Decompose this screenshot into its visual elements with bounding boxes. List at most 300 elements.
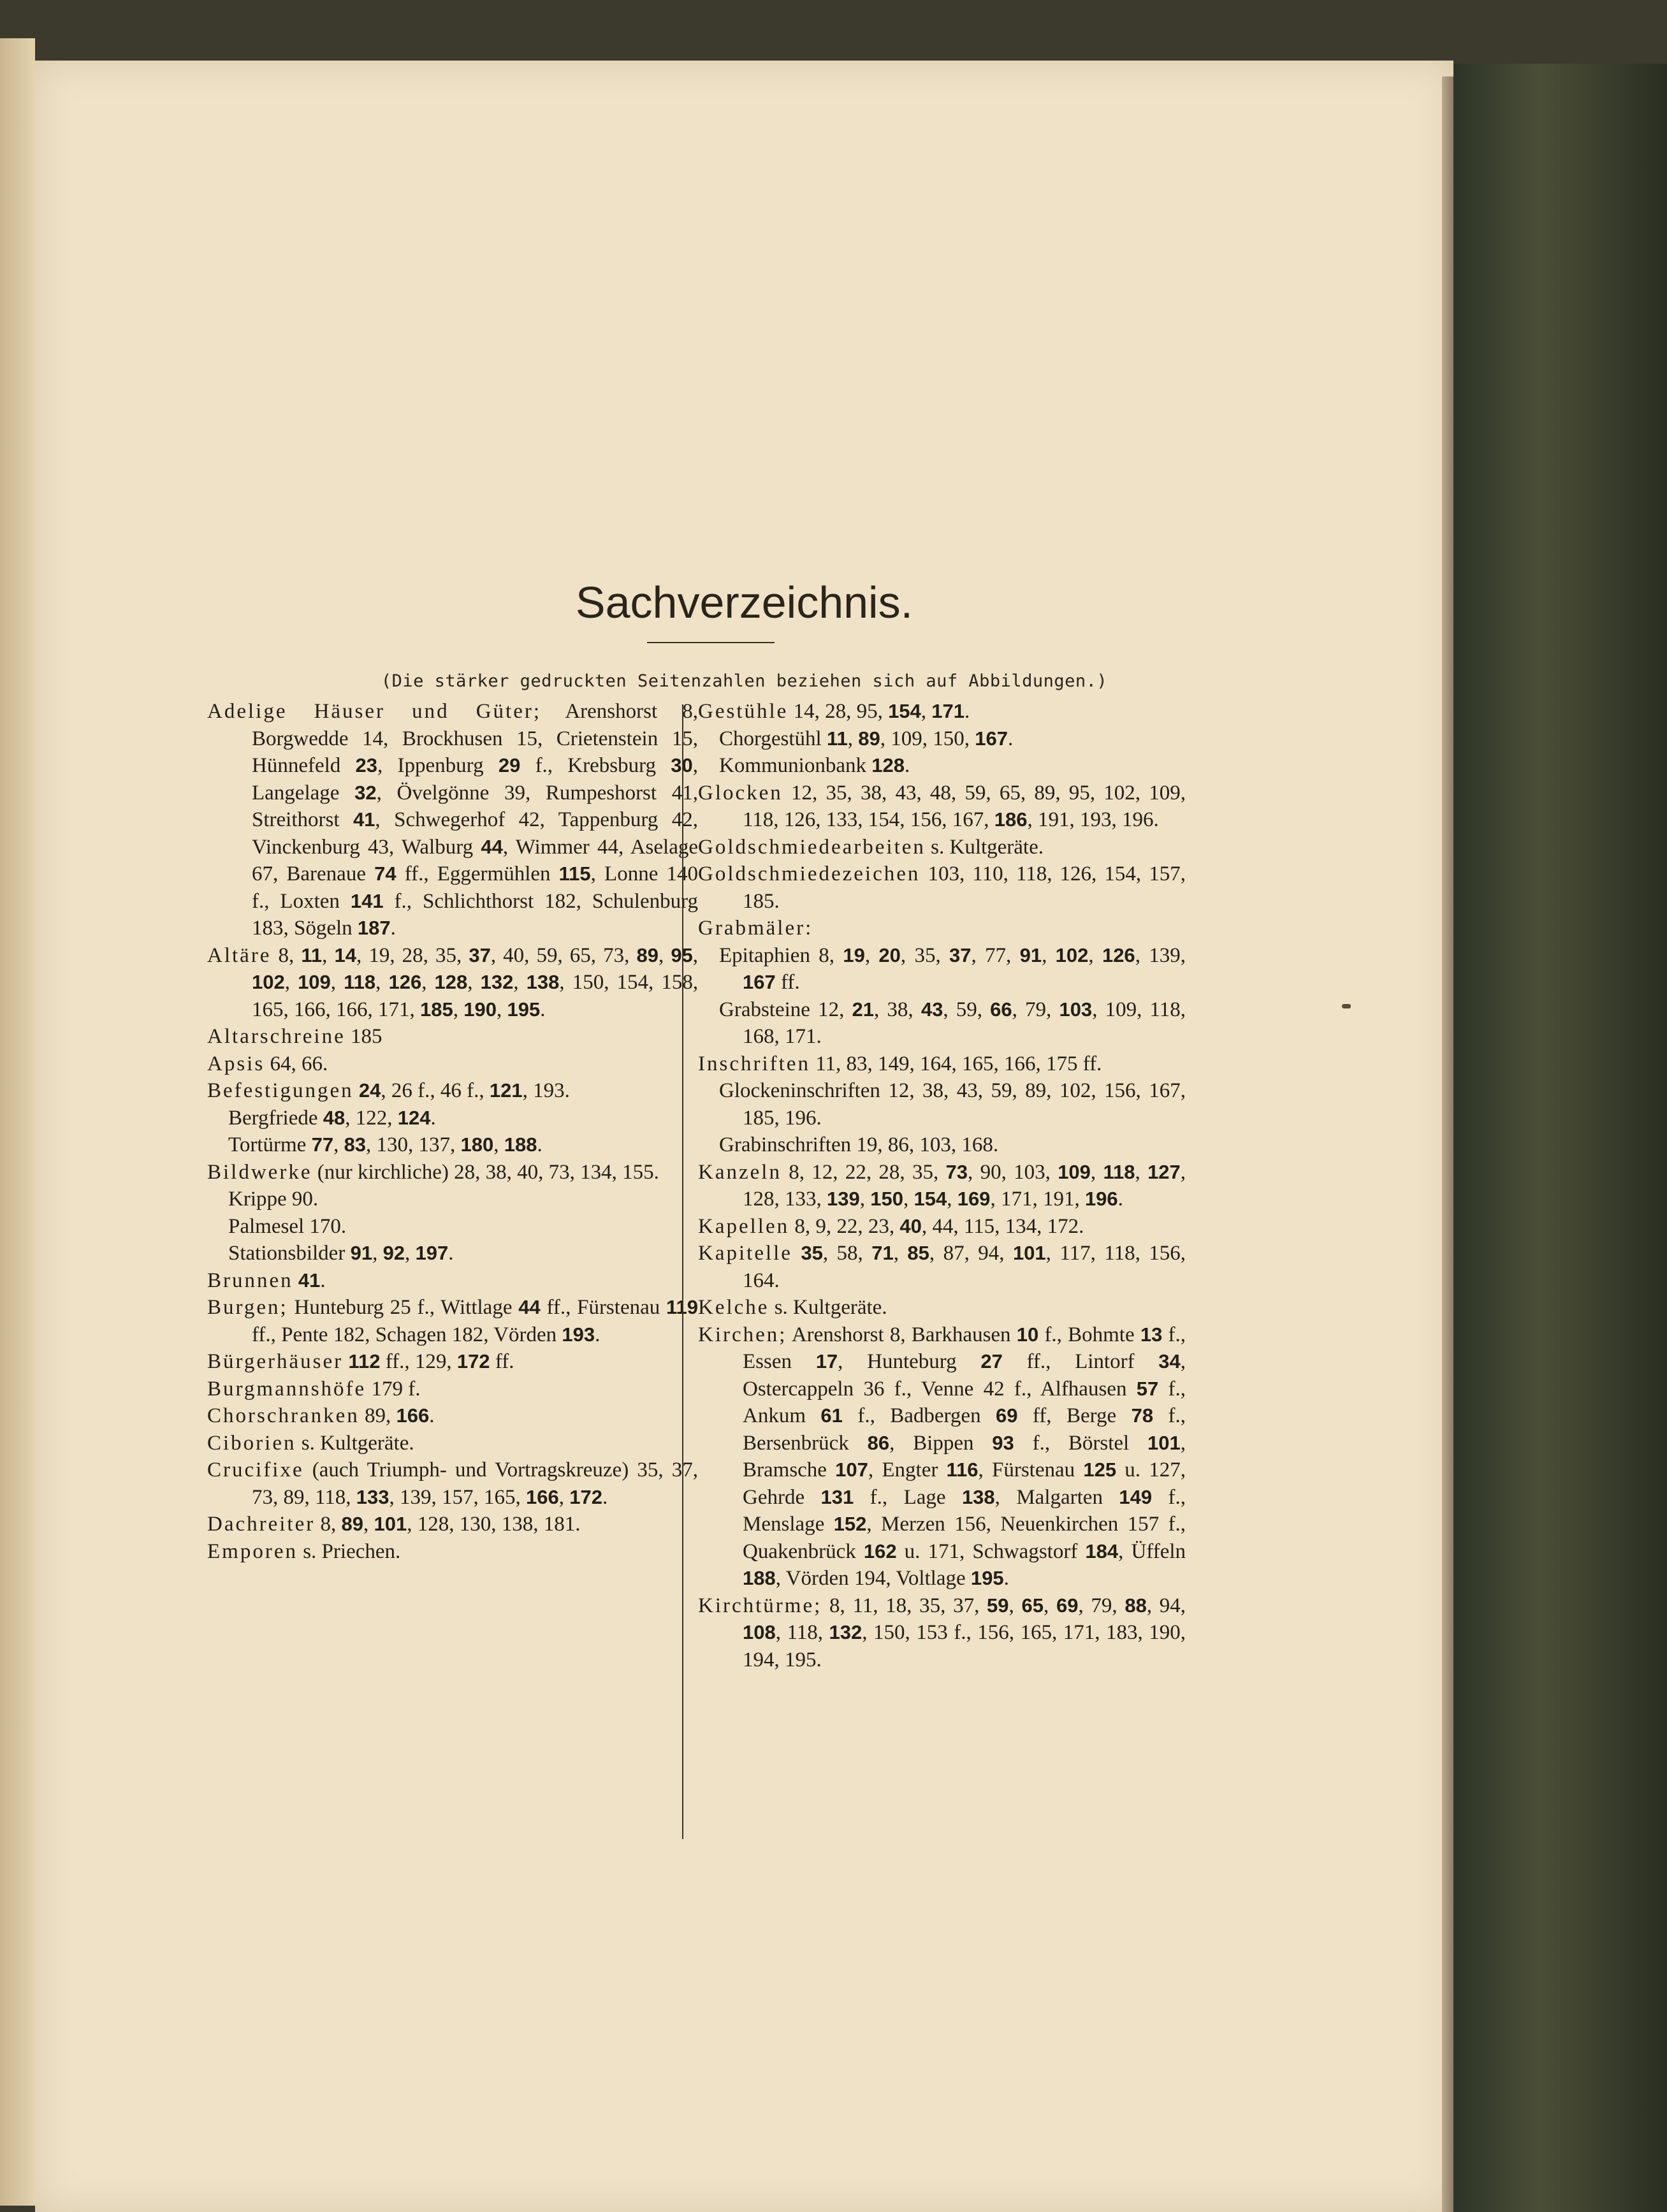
entry-text: s. Kultgeräte. — [296, 1431, 414, 1455]
index-term: Dachreiter — [207, 1513, 316, 1536]
entry-text: , 117, 118, 156, 164. — [743, 1242, 1186, 1292]
book-page — [35, 61, 1453, 2212]
bold-page-number: 73 — [945, 1160, 968, 1183]
index-term: Kelche — [698, 1296, 769, 1319]
bold-page-number: 86 — [867, 1431, 890, 1454]
entry-text: 8, 11, 18, 35, 37, — [822, 1594, 987, 1617]
index-entry — [698, 1592, 1186, 1674]
bold-page-number: 133 — [356, 1485, 389, 1508]
entry-text: , Fürstenau — [978, 1459, 1084, 1481]
entry-text: , — [1088, 943, 1102, 967]
entry-text: Hunteburg 25 f., Wittlage — [288, 1296, 519, 1319]
entry-text: 8, 9, 22, 23, — [789, 1214, 900, 1238]
index-entry — [698, 861, 1186, 915]
entry-text: . — [430, 1106, 436, 1130]
bold-page-number: 43 — [921, 998, 943, 1021]
bold-page-number: 34 — [1158, 1350, 1181, 1372]
entry-text: (auch Triumph- und Vortragskreuze) 35, 37, 73, 89, 118, — [252, 1459, 698, 1509]
bold-page-number: 115 — [558, 862, 591, 885]
bold-page-number: 40 — [899, 1214, 922, 1237]
entry-text: , — [333, 1133, 344, 1156]
index-entry — [698, 1077, 1186, 1131]
entry-text: . — [429, 1404, 435, 1427]
bold-page-number: 21 — [852, 998, 874, 1021]
index-term: Kanzeln — [698, 1160, 782, 1184]
index-entry — [698, 1131, 1186, 1159]
entry-text: , — [859, 1188, 871, 1211]
index-entry — [207, 1240, 698, 1267]
bold-page-number: 193 — [562, 1323, 595, 1346]
index-entry — [698, 725, 1186, 753]
entry-text: , Merzen 156, Neuenkirchen 157 f., Quakenbrück — [743, 1513, 1186, 1563]
bold-page-number: 88 — [1125, 1594, 1147, 1617]
entry-text: , Bramsche — [743, 1431, 1186, 1481]
page-title: Sachverzeichnis. — [575, 578, 914, 627]
entry-text — [354, 1079, 359, 1102]
entry-text: 89, — [359, 1404, 397, 1427]
entry-text: ff., Lintorf — [1002, 1350, 1159, 1373]
entry-text: Arenshorst 8, Borgwedde 14, Brockhusen 15, Crietenstein 15, Hünnefeld — [252, 700, 698, 777]
bold-page-number: 89 — [858, 727, 880, 750]
bold-page-number: 172 — [456, 1350, 490, 1372]
entry-text: , 193. — [522, 1079, 570, 1102]
entry-text: 11, 83, 149, 164, 165, 166, 175 ff. — [810, 1052, 1102, 1075]
bold-page-number: 186 — [994, 808, 1028, 831]
paper-speck — [1342, 1004, 1351, 1008]
entry-text: , — [284, 971, 298, 994]
entry-text: , — [1008, 1594, 1022, 1617]
entry-text: ff., 129, — [380, 1350, 457, 1373]
index-entry — [207, 1051, 698, 1078]
entry-text: , — [921, 700, 932, 723]
entry-text: , 128, 133, — [743, 1160, 1186, 1211]
bold-page-number: 65 — [1021, 1594, 1044, 1617]
entry-text: , — [847, 727, 859, 750]
entry-text: , Schwegerhof 42, Tappenburg 42, Vinckenburg 43, Walburg — [252, 808, 698, 859]
entry-text: f., Lage — [854, 1485, 962, 1509]
entry-text: s. Priechen. — [297, 1539, 401, 1563]
bold-page-number: 107 — [835, 1459, 868, 1481]
bold-page-number: 41 — [298, 1269, 321, 1292]
bold-page-number: 83 — [344, 1133, 367, 1156]
entry-text: Krippe 90. — [228, 1188, 319, 1211]
entry-text: 12, 35, 38, 43, 48, 59, 65, 89, 95, 102, 109, 118, 126, 133, 154, 156, 167, — [743, 781, 1186, 831]
index-entry — [698, 1159, 1186, 1213]
entry-text: , 79, — [1012, 998, 1059, 1021]
entry-text: , 128, 130, 138, 181. — [407, 1513, 581, 1536]
entry-text: ff., Fürstenau — [540, 1296, 666, 1319]
entry-text: Arenshorst 8, Barkhausen — [787, 1323, 1017, 1346]
index-entry — [698, 752, 1186, 780]
index-term: Ciborien — [207, 1431, 296, 1455]
entry-text: . — [965, 700, 970, 723]
bold-page-number: 61 — [820, 1404, 843, 1427]
index-entry — [698, 1321, 1186, 1592]
bold-page-number: 101 — [1012, 1242, 1046, 1264]
bold-page-number: 139 — [827, 1188, 860, 1210]
entry-text: , Ostercappeln 36 f., Venne 42 f., Alfhausen — [743, 1350, 1186, 1401]
bold-page-number: 89 — [636, 943, 659, 966]
bold-page-number: 66 — [990, 998, 1012, 1021]
entry-text: , 150, 153 f., 156, 165, 171, 183, 190, 194, 195. — [743, 1621, 1186, 1671]
bold-page-number: 32 — [354, 781, 377, 804]
bold-page-number: 11 — [301, 943, 323, 966]
entry-text: , 87, 94, — [929, 1242, 1013, 1265]
index-entry — [207, 1186, 698, 1213]
bold-page-number: 41 — [353, 808, 375, 831]
bold-page-number: 187 — [357, 917, 391, 939]
index-entry — [698, 1294, 1186, 1321]
entry-text: . — [448, 1242, 454, 1265]
entry-text: Stationsbilder — [228, 1242, 351, 1265]
entry-text: , Hunteburg — [838, 1350, 981, 1373]
bold-page-number: 171 — [931, 700, 965, 722]
entry-text: , 139, — [1135, 943, 1186, 967]
index-term: Altarschreine — [207, 1025, 346, 1048]
index-term: Grabmäler: — [698, 917, 813, 940]
entry-text: , — [1090, 1160, 1103, 1184]
entry-text: . — [540, 998, 546, 1021]
bold-page-number: 19 — [843, 943, 865, 966]
bold-page-number: 112 — [348, 1350, 381, 1372]
bold-page-number: 44 — [518, 1296, 541, 1318]
entry-text: f., Krebsburg — [520, 754, 671, 777]
index-term: Befestigungen — [207, 1079, 354, 1102]
bold-page-number: 118 — [1103, 1160, 1135, 1183]
index-term: Emporen — [207, 1539, 298, 1563]
entry-text: f., Ankum — [743, 1377, 1186, 1427]
bold-page-number: 127 — [1147, 1160, 1181, 1183]
index-term: Adelige Häuser und Güter; — [207, 700, 542, 723]
entry-text: , — [405, 1242, 416, 1265]
bold-page-number: 91 — [1019, 943, 1042, 966]
entry-text: , 139, 157, 165, — [389, 1485, 527, 1509]
bold-page-number: 152 — [833, 1513, 867, 1535]
index-term: Burgmannshöfe — [207, 1377, 367, 1401]
entry-text: , — [1042, 943, 1056, 967]
entry-text: , Malgarten — [994, 1485, 1119, 1509]
bold-page-number: 154 — [914, 1188, 947, 1210]
index-entry — [207, 1457, 698, 1511]
bold-page-number: 185 — [420, 998, 453, 1021]
bold-page-number: 85 — [907, 1242, 929, 1264]
entry-text: , 109, 150, — [880, 727, 975, 750]
index-entry — [207, 1402, 698, 1430]
entry-text: Kommunionbank — [719, 754, 872, 777]
bold-page-number: 190 — [463, 998, 497, 1021]
index-entry — [698, 1240, 1186, 1294]
index-entry — [207, 1376, 698, 1403]
index-entry — [207, 1348, 698, 1376]
entry-text: , — [363, 1513, 374, 1536]
bold-page-number: 119 — [666, 1296, 698, 1318]
entry-text: f., Menslage — [743, 1485, 1186, 1536]
bold-page-number: 89 — [341, 1513, 363, 1535]
bold-page-number: 138 — [961, 1485, 995, 1508]
entry-text: (nur kirchliche) 28, 38, 40, 73, 134, 155. — [312, 1160, 659, 1184]
entry-text: , Övelgönne 39, Rumpeshorst 41, Streithorst — [252, 781, 698, 831]
index-term: Kapitelle — [698, 1242, 792, 1265]
bold-page-number: 92 — [382, 1242, 405, 1264]
bold-page-number: 95 — [671, 943, 693, 966]
index-term: Inschriften — [698, 1052, 810, 1075]
entry-text: Tortürme — [228, 1133, 312, 1156]
entry-text: ff. — [775, 971, 800, 994]
entry-text: Grabinschriften 19, 86, 103, 168. — [719, 1133, 999, 1156]
bold-page-number: 126 — [388, 971, 422, 993]
bold-page-number: 132 — [829, 1621, 863, 1643]
entry-text: , 19, 28, 35, — [356, 943, 469, 967]
entry-text: 14, 28, 95, — [788, 700, 889, 723]
index-term: Goldschmiedezeichen — [698, 862, 921, 885]
entry-text: f., Essen — [743, 1323, 1186, 1373]
bold-page-number: 102 — [252, 971, 285, 993]
entry-text: , — [493, 1133, 504, 1156]
index-entry — [207, 1105, 698, 1132]
bold-page-number: 131 — [820, 1485, 854, 1508]
bold-page-number: 196 — [1084, 1188, 1118, 1210]
bold-page-number: 195 — [970, 1567, 1004, 1589]
entry-text: , — [947, 1188, 957, 1211]
index-term: Kirchen; — [698, 1323, 787, 1346]
bold-page-number: 109 — [1058, 1160, 1091, 1183]
bold-page-number: 29 — [498, 754, 521, 776]
bold-page-number: 59 — [987, 1594, 1009, 1617]
bold-page-number: 167 — [975, 727, 1008, 750]
bold-page-number: 102 — [1055, 943, 1089, 966]
bold-page-number: 125 — [1083, 1459, 1117, 1481]
entry-text: , — [558, 1485, 570, 1509]
bold-page-number: 121 — [489, 1079, 523, 1102]
bold-page-number: 132 — [480, 971, 514, 993]
entry-text: 64, 66. — [265, 1052, 328, 1075]
facing-page-edge — [0, 38, 35, 2206]
entry-text: f., Bohmte — [1038, 1323, 1140, 1346]
bold-page-number: 138 — [526, 971, 560, 993]
entry-text: 103, 110, 118, 126, 154, 157, 185. — [743, 862, 1186, 913]
entry-text: Epitaphien 8, — [719, 943, 843, 967]
index-term: Bildwerke — [207, 1160, 312, 1184]
bold-page-number: 172 — [569, 1485, 602, 1508]
entry-text: , 59, — [943, 998, 991, 1021]
bold-page-number: 124 — [397, 1106, 431, 1129]
index-entry — [698, 996, 1186, 1051]
entry-text: ff, Berge — [1017, 1404, 1132, 1427]
entry-text: . — [320, 1269, 326, 1292]
entry-text: Glockeninschriften 12, 38, 43, 59, 89, 102, 156, 167, 185, 196. — [719, 1079, 1186, 1130]
index-entry — [698, 780, 1186, 834]
entry-text: . — [1007, 727, 1014, 750]
bold-page-number: 24 — [358, 1079, 381, 1102]
bold-page-number: 149 — [1119, 1485, 1153, 1508]
bold-page-number: 93 — [992, 1431, 1014, 1454]
bold-page-number: 48 — [323, 1106, 346, 1129]
bold-page-number: 91 — [350, 1242, 373, 1264]
bold-page-number: 35 — [801, 1242, 823, 1264]
entry-text: , — [513, 971, 527, 994]
index-entry — [207, 1267, 698, 1295]
bold-page-number: 162 — [863, 1539, 897, 1562]
bold-page-number: 27 — [980, 1350, 1003, 1372]
entry-text: , — [903, 1188, 914, 1211]
entry-text: , 26 f., 46 f., — [381, 1079, 490, 1102]
entry-text: 179 f. — [366, 1377, 421, 1401]
bold-page-number: 126 — [1102, 943, 1135, 966]
entry-text: , 79, — [1078, 1594, 1125, 1617]
index-entry — [698, 915, 1186, 942]
index-entry — [698, 1213, 1186, 1241]
column-divider — [682, 704, 683, 1839]
bold-page-number: 128 — [871, 754, 905, 776]
entry-text: , Engter — [868, 1459, 947, 1481]
index-entry — [207, 1023, 698, 1051]
bold-page-number: 116 — [946, 1459, 979, 1481]
entry-text: , 77, — [971, 943, 1020, 967]
entry-text: , — [1135, 1160, 1148, 1184]
entry-text: . — [904, 754, 910, 777]
index-term: Gestühle — [698, 700, 789, 723]
entry-text: s. Kultgeräte. — [769, 1296, 887, 1319]
title-rule — [647, 642, 775, 643]
bold-page-number: 101 — [1147, 1431, 1181, 1454]
entry-text: , 118, — [775, 1621, 829, 1644]
entry-text: f., Badbergen — [842, 1404, 996, 1427]
bold-page-number: 37 — [949, 943, 972, 966]
index-term: Apsis — [207, 1052, 265, 1075]
entry-text: , 191, 193, 196. — [1027, 808, 1159, 831]
entry-text: , — [658, 943, 671, 967]
index-term: Crucifixe — [207, 1459, 304, 1481]
entry-text: , 44, 115, 134, 172. — [921, 1214, 1084, 1238]
bold-page-number: 74 — [374, 862, 397, 885]
entry-text: , — [496, 998, 507, 1021]
entry-text: , 90, 103, — [968, 1160, 1058, 1184]
entry-text — [792, 1242, 801, 1265]
bold-page-number: 10 — [1016, 1323, 1039, 1346]
bold-page-number: 69 — [1056, 1594, 1079, 1617]
entry-text: , 109, 118, 168, 171. — [743, 998, 1186, 1048]
index-term: Brunnen — [207, 1269, 293, 1292]
bold-page-number: 166 — [526, 1485, 559, 1508]
bold-page-number: 13 — [1140, 1323, 1163, 1346]
bold-page-number: 195 — [507, 998, 541, 1021]
bold-page-number: 103 — [1059, 998, 1093, 1021]
index-term: Altäre — [207, 943, 272, 967]
index-entry — [207, 1131, 698, 1159]
index-entry — [207, 1430, 698, 1457]
entry-text: , 171, 191, — [990, 1188, 1085, 1211]
entry-text: , — [372, 1242, 383, 1265]
entry-text: , Lonne 140 f., Loxten — [252, 862, 698, 913]
bold-page-number: 154 — [888, 700, 921, 722]
entry-text: u. 127, Gehrde — [743, 1459, 1186, 1509]
entry-text: Chorgestühl — [719, 727, 827, 750]
entry-text: , Vörden 194, Voltlage — [775, 1567, 971, 1590]
entry-text: Bergfriede — [228, 1106, 323, 1130]
bold-page-number: 30 — [671, 754, 693, 776]
entry-text: u. 171, Schwagstorf — [896, 1539, 1086, 1563]
entry-text: , — [467, 971, 481, 994]
entry-text: , Üffeln — [1118, 1539, 1186, 1563]
bold-page-number: 184 — [1085, 1539, 1119, 1562]
entry-text: 8, — [315, 1513, 342, 1536]
bold-page-number: 14 — [334, 943, 356, 966]
entry-text: . — [1003, 1567, 1009, 1590]
entry-text: , 38, — [874, 998, 921, 1021]
entry-text: f., Bersenbrück — [743, 1404, 1186, 1455]
bold-page-number: 108 — [743, 1621, 776, 1643]
entry-text: , 35, — [900, 943, 949, 967]
index-entry — [207, 1294, 698, 1348]
bold-page-number: 118 — [344, 971, 376, 993]
index-term: Bürgerhäuser — [207, 1350, 344, 1373]
entry-text: , — [1043, 1594, 1056, 1617]
entry-text: . — [537, 1133, 542, 1156]
entry-text: ff., Eggermühlen — [396, 862, 559, 885]
bold-page-number: 69 — [996, 1404, 1018, 1427]
entry-text: , 150, 154, 158, 165, 166, 166, 171, — [252, 971, 699, 1021]
index-entry — [698, 1051, 1186, 1078]
index-entry — [207, 1159, 698, 1186]
bold-page-number: 128 — [434, 971, 468, 993]
index-term: Chorschranken — [207, 1404, 360, 1427]
index-entry — [207, 1538, 698, 1566]
bold-page-number: 11 — [826, 727, 848, 750]
index-term: Goldschmiedearbeiten — [698, 835, 926, 859]
entry-text: , — [864, 943, 879, 967]
bold-page-number: 71 — [871, 1242, 894, 1264]
index-entry — [698, 942, 1186, 996]
bold-page-number: 169 — [957, 1188, 991, 1210]
entry-text: Grabsteine 12, — [719, 998, 852, 1021]
entry-text: . — [602, 1485, 608, 1509]
entry-text: , 40, 59, 65, 73, — [490, 943, 637, 967]
entry-text: , Bippen — [889, 1431, 993, 1455]
entry-text: f., Schlichthorst 182, Schulenburg 183, Sögeln — [252, 889, 698, 940]
index-entry — [207, 1213, 698, 1241]
bold-page-number: 188 — [504, 1133, 537, 1156]
index-term: Kirchtürme; — [698, 1594, 822, 1617]
entry-text: , — [322, 943, 335, 967]
entry-text: , 58, — [822, 1242, 872, 1265]
entry-text: , 122, — [345, 1106, 398, 1130]
entry-text: , — [330, 971, 344, 994]
entry-text: , — [421, 971, 435, 994]
entry-text: . — [1117, 1188, 1123, 1211]
bold-page-number: 77 — [311, 1133, 334, 1156]
entry-text: , Ippenburg — [377, 754, 499, 777]
index-entry — [698, 698, 1186, 725]
entry-text: , — [453, 998, 464, 1021]
index-term: Burgen; — [207, 1296, 288, 1319]
entry-text: , — [375, 971, 389, 994]
bold-page-number: 109 — [298, 971, 331, 993]
bold-page-number: 37 — [469, 943, 491, 966]
index-entry — [207, 1511, 698, 1538]
bold-page-number: 17 — [815, 1350, 838, 1372]
bold-page-number: 180 — [460, 1133, 494, 1156]
entry-text: , 94, — [1146, 1594, 1186, 1617]
entry-text: 8, — [271, 943, 302, 967]
entry-text: , — [893, 1242, 908, 1265]
entry-text: ff. — [490, 1350, 514, 1373]
entry-text: s. Kultgeräte. — [925, 835, 1044, 859]
entry-text: . — [390, 917, 396, 940]
entry-text: 185 — [345, 1025, 382, 1048]
entry-text: . — [595, 1323, 601, 1346]
index-term: Kapellen — [698, 1214, 790, 1238]
index-entry — [207, 698, 698, 942]
